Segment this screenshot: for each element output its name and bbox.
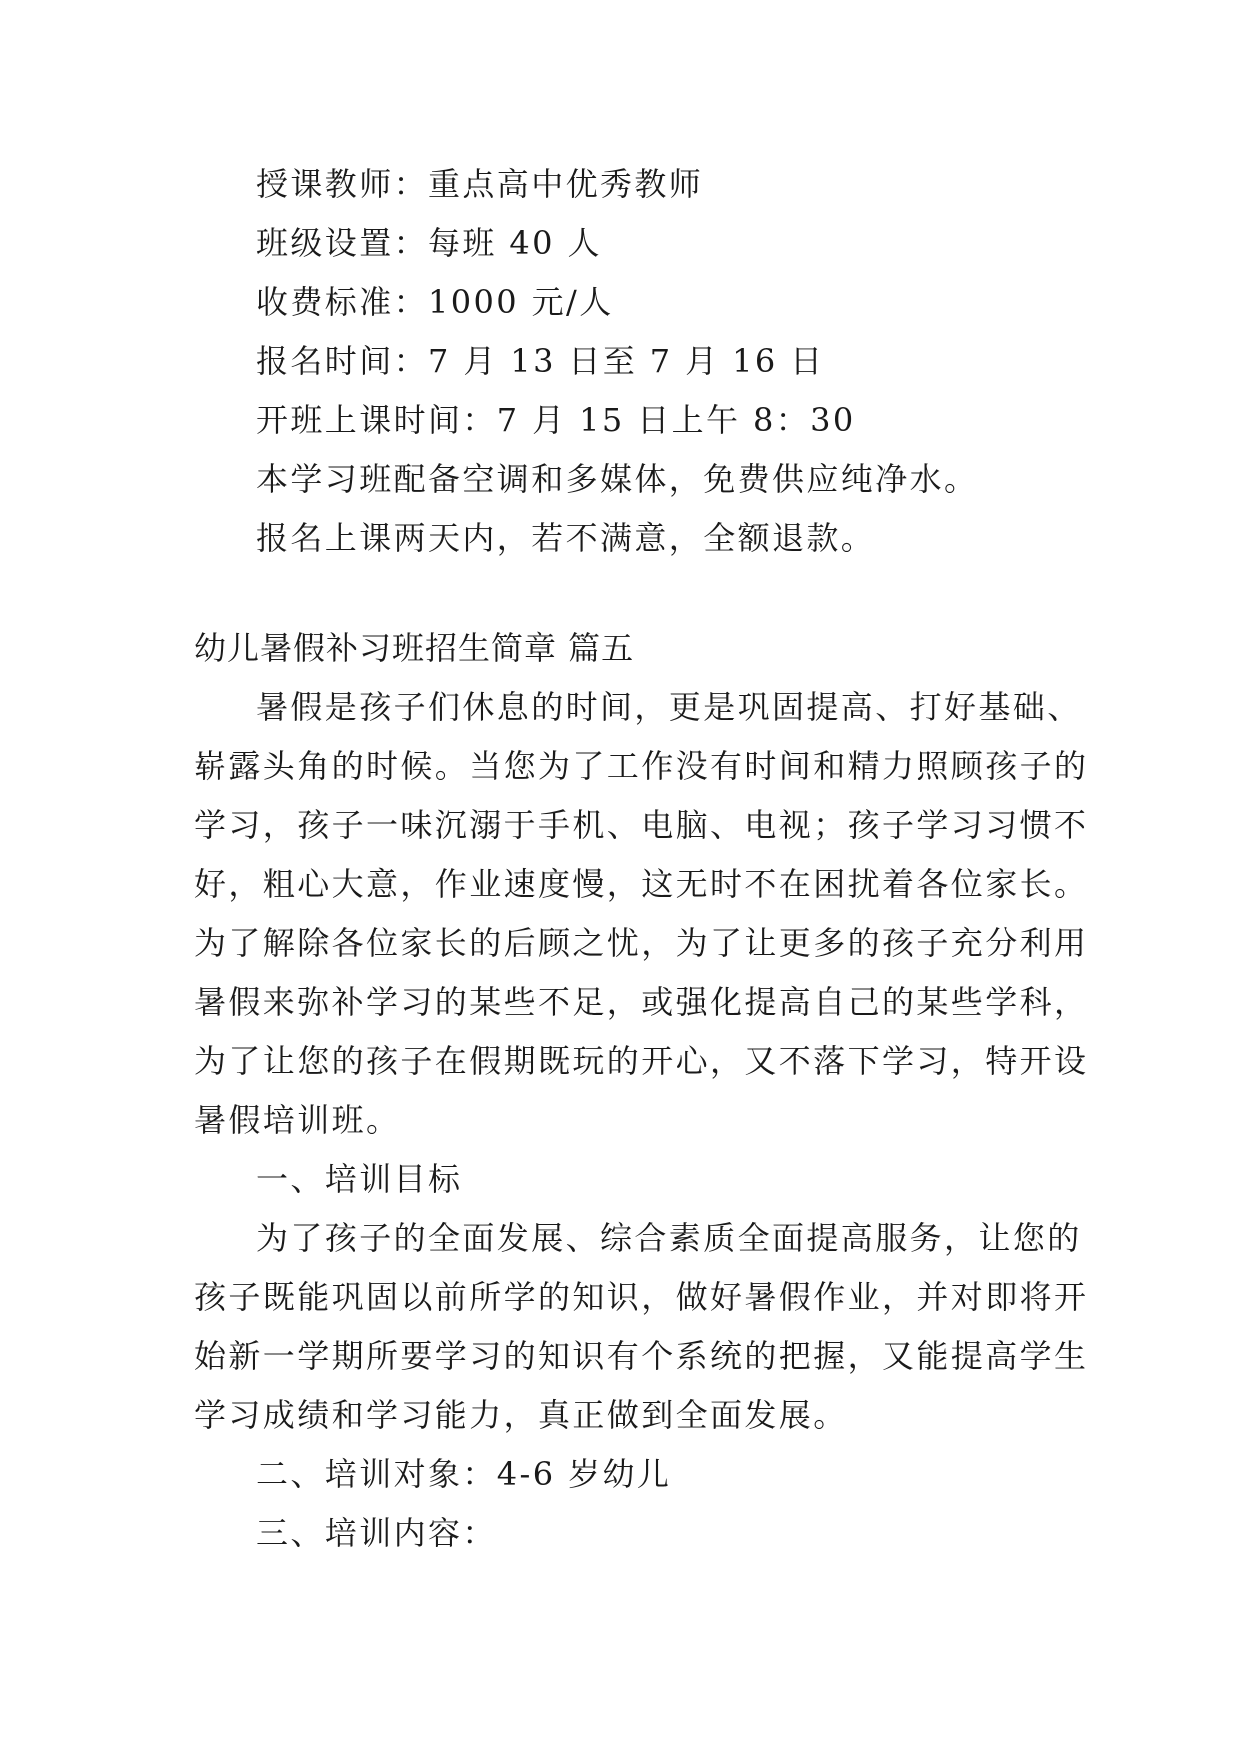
paragraph-line: 暑假来弥补学习的某些不足，或强化提高自己的某些学科， [194, 983, 1089, 1021]
subheading-training-goal: 一、培训目标 [256, 1160, 463, 1198]
paragraph-line: 孩子既能巩固以前所学的知识，做好暑假作业，并对即将开 [194, 1278, 1089, 1316]
paragraph-line: 学习，孩子一味沉溺于手机、电脑、电视；孩子学习习惯不 [194, 806, 1089, 844]
subheading-training-content: 三、培训内容： [256, 1514, 497, 1552]
paragraph-line: 为了孩子的全面发展、综合素质全面提高服务，让您的 [256, 1219, 1082, 1257]
paragraph-line: 暑假培训班。 [194, 1101, 401, 1139]
info-facilities: 本学习班配备空调和多媒体，免费供应纯净水。 [256, 460, 979, 498]
subheading-training-target: 二、培训对象：4-6 岁幼儿 [256, 1455, 672, 1493]
info-class-size: 班级设置：每班 40 人 [256, 224, 602, 262]
info-registration-time: 报名时间：7 月 13 日至 7 月 16 日 [256, 342, 825, 380]
info-refund-policy: 报名上课两天内，若不满意，全额退款。 [256, 519, 876, 557]
paragraph-line: 始新一学期所要学习的知识有个系统的把握，又能提高学生 [194, 1337, 1089, 1375]
paragraph-line: 为了让您的孩子在假期既玩的开心，又不落下学习，特开设 [194, 1042, 1089, 1080]
paragraph-line: 好，粗心大意，作业速度慢，这无时不在困扰着各位家长。 [194, 865, 1089, 903]
paragraph-line: 为了解除各位家长的后顾之忧，为了让更多的孩子充分利用 [194, 924, 1089, 962]
info-fee: 收费标准：1000 元/人 [256, 283, 614, 321]
section-title: 幼儿暑假补习班招生简章 篇五 [194, 629, 635, 667]
paragraph-line: 暑假是孩子们休息的时间，更是巩固提高、打好基础、 [256, 688, 1082, 726]
info-class-start-time: 开班上课时间：7 月 15 日上午 8：30 [256, 401, 856, 439]
info-teacher: 授课教师：重点高中优秀教师 [256, 165, 704, 203]
paragraph-line: 崭露头角的时候。当您为了工作没有时间和精力照顾孩子的 [194, 747, 1089, 785]
paragraph-line: 学习成绩和学习能力，真正做到全面发展。 [194, 1396, 848, 1434]
